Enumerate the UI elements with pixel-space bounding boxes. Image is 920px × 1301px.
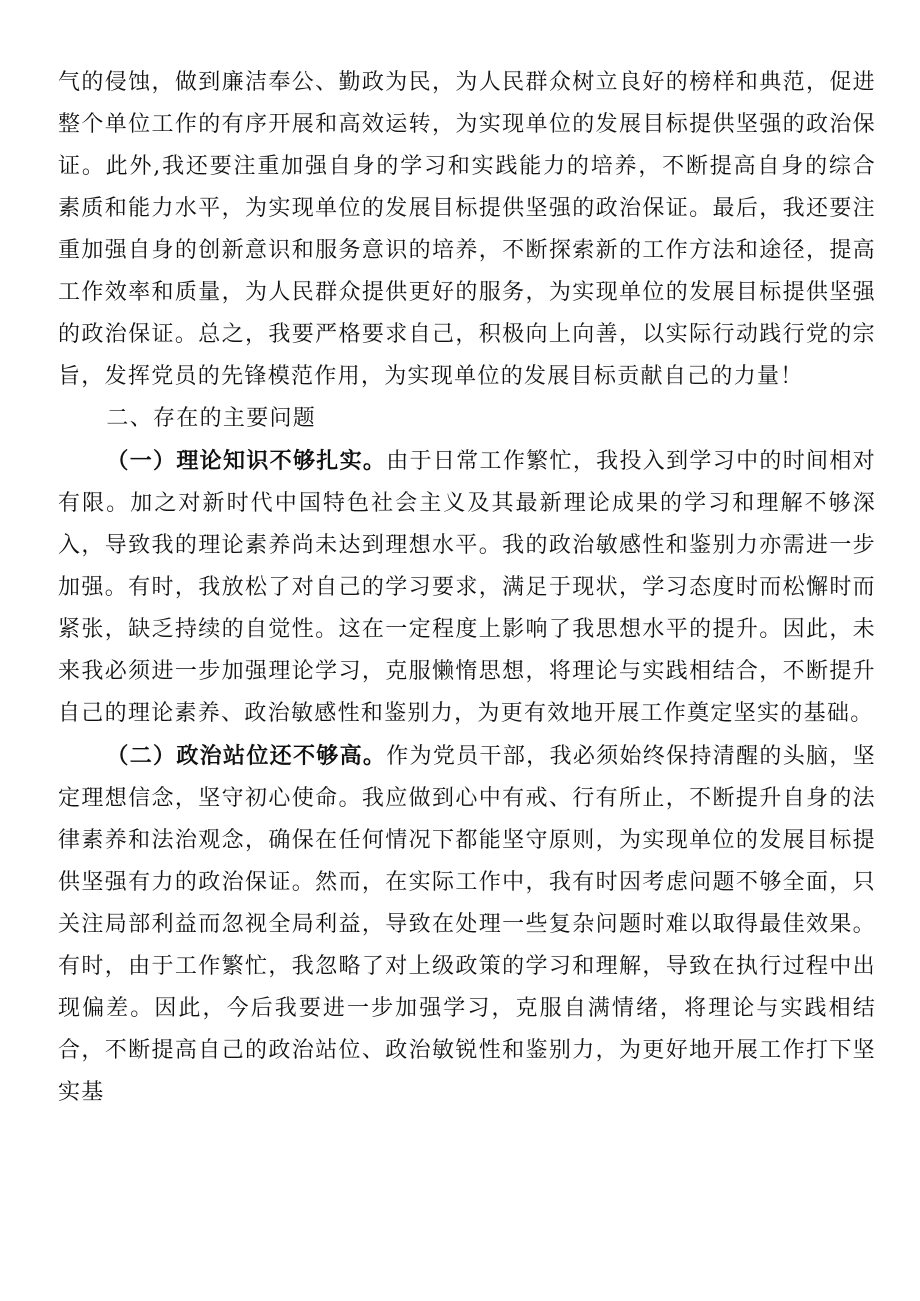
- problem-item-1-title: （一）理论知识不够扎实。: [106, 448, 387, 474]
- document-page: [58, 62, 876, 1114]
- problem-item-2-title: （二）政治站位还不够高。: [106, 743, 387, 769]
- problem-item-2: [58, 735, 876, 1114]
- section-heading: 二、存在的主要问题: [106, 406, 317, 431]
- problem-item-1-body: 由于日常工作繁忙，我投入到学习中的时间相对有限。加之对新时代中国特色社会主义及其最新理论成果的学习和理解不够深入，导致我的理论素养尚未达到理想水平。我的政治敏感性和鉴别力亦需进一步加强。有时，我放松了对自己的学习要求，满足于现状，学习态度时而松懈时而紧张，缺乏持续的自觉性。这在一定程度上影响了我思想水平的提升。因此，未来我必须进一步加强理论学习，克服懒惰思想，将理论与实践相结合，不断提升自己的理论素养、政治敏感性和鉴别力，为更有效地开展工作奠定坚实的基础。: [58, 449, 876, 726]
- problem-item-2-body: 作为党员干部，我必须始终保持清醒的头脑，坚定理想信念，坚守初心使命。我应做到心中有戒、行有所止，不断提升自身的法律素养和法治观念，确保在任何情况下都能坚守原则，为实现单位的发展目标提供坚强有力的政治保证。然而，在实际工作中，我有时因考虑问题不够全面，只关注局部利益而忽视全局利益，导致在处理一些复杂问题时难以取得最佳效果。有时，由于工作繁忙，我忽略了对上级政策的学习和理解，导致在执行过程中出现偏差。因此，今后我要进一步加强学习，克服自满情绪，将理论与实践相结合，不断提高自己的政治站位、政治敏锐性和鉴别力，为更好地开展工作打下坚实基: [58, 744, 876, 1105]
- problem-item-1: [58, 440, 876, 735]
- paragraph-continuation: 气的侵蚀，做到廉洁奉公、勤政为民，为人民群众树立良好的榜样和典范，促进整个单位工作的有序开展和高效运转，为实现单位的发展目标提供坚强的政治保证。此外,我还要注重加强自身的学习和实践能力的培养，不断提高自身的综合素质和能力水平，为实现单位的发展目标提供坚强的政治保证。最后，我还要注重加强自身的创新意识和服务意识的培养，不断探索新的工作方法和途径，提高工作效率和质量，为人民群众提供更好的服务，为实现单位的发展目标提供坚强的政治保证。总之，我要严格要求自己，积极向上向善，以实际行动践行党的宗旨，发挥党员的先锋模范作用，为实现单位的发展目标贡献自己的力量！: [58, 70, 876, 389]
